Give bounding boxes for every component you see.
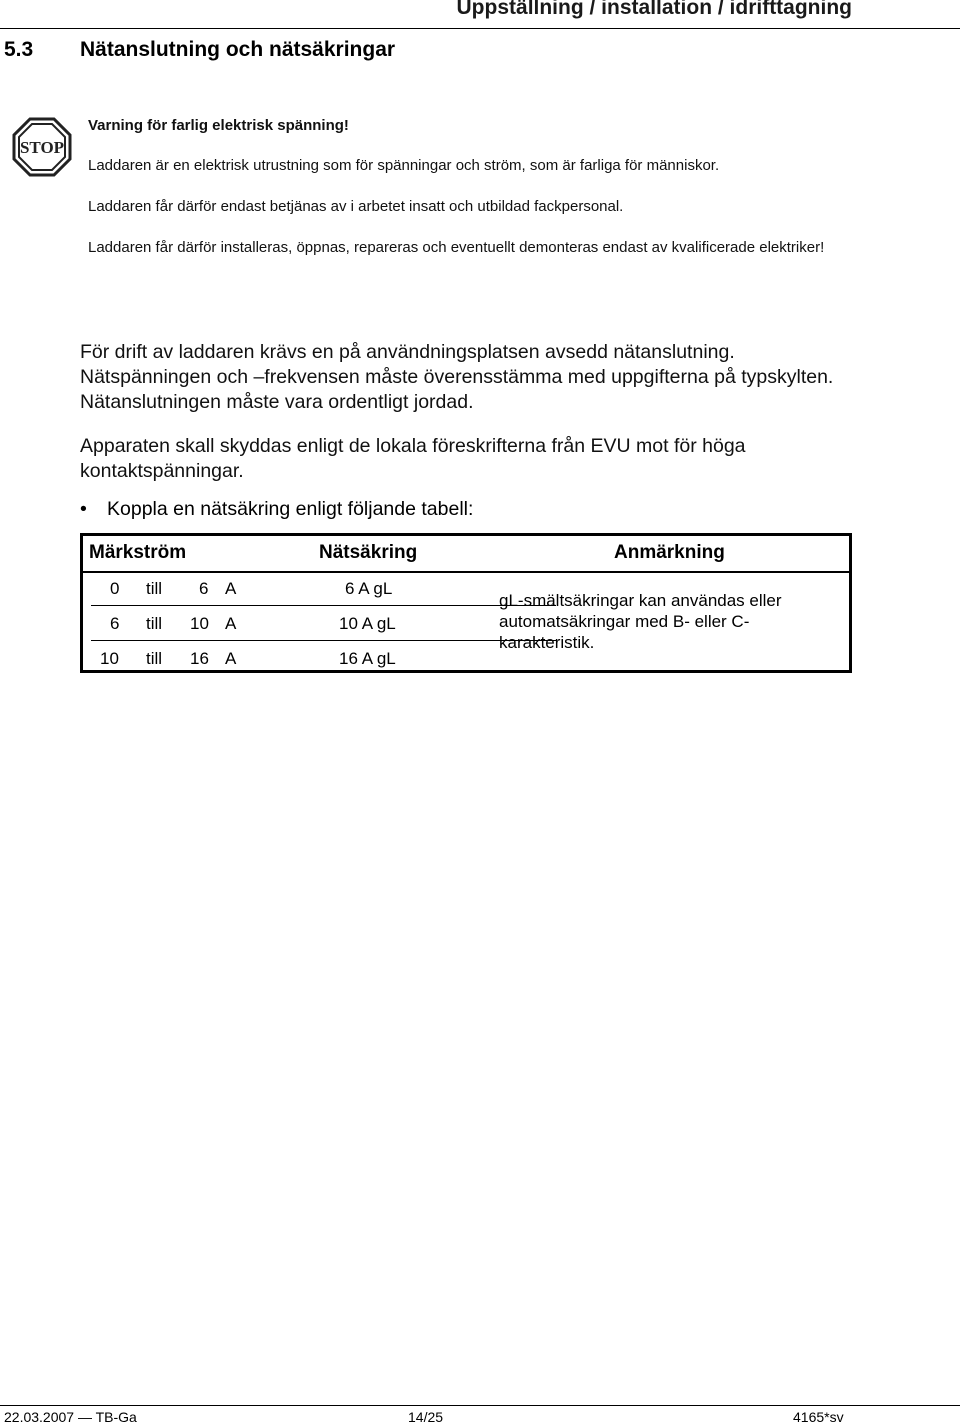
table-cell-to: 16	[190, 649, 209, 668]
warning-title: Varning för farlig elektrisk spänning!	[88, 117, 349, 134]
fuse-table	[80, 533, 852, 673]
warning-line: Laddaren får därför installeras, öppnas, repareras och eventuellt demonteras endast av kvalificerade elektriker!	[88, 239, 825, 256]
table-cell-from: 6	[110, 614, 120, 633]
bullet-dot: •	[80, 498, 87, 520]
header-rule	[0, 28, 960, 29]
table-cell-from: 10	[100, 649, 119, 668]
table-remark: gL-smältsäkringar kan användas eller automatsäkringar med B- eller C-karakteristik.	[499, 591, 782, 652]
table-row-rule	[91, 605, 556, 606]
footer-page-number: 14/25	[408, 1409, 444, 1425]
section-title: Nätanslutning och nätsäkringar	[80, 38, 396, 61]
section-heading	[4, 38, 395, 62]
table-header-rated-current: Märkström	[89, 542, 187, 563]
table-cell-unit: A	[225, 579, 237, 598]
stop-sign-text: STOP	[19, 138, 65, 157]
table-cell-fuse: 16 A gL	[339, 649, 396, 668]
warning-line: Laddaren får därför endast betjänas av i arbetet insatt och utbildad fackpersonal.	[88, 198, 624, 215]
table-cell-to: 10	[190, 614, 209, 633]
table-cell-to: 6	[199, 579, 209, 598]
bullet-text: Koppla en nätsäkring enligt följande tabell:	[107, 498, 474, 520]
section-number: 5.3	[4, 38, 34, 61]
paragraph-protection: Apparaten skall skyddas enligt de lokala föreskrifterna från EVU mot för höga kontaktspänningar.	[80, 435, 746, 482]
table-header-rule	[83, 571, 849, 573]
footer-date-author: 22.03.2007 — TB-Ga	[4, 1409, 137, 1425]
paragraph-connection: För drift av laddaren krävs en på användningsplatsen avsedd nätanslutning. Nätspänningen och –frekvensen måste överensstämma med uppgifterna på typskylten. Nätanslutningen måste vara ordentligt jordad.	[80, 341, 834, 413]
warning-line: Laddaren är en elektrisk utrustning som för spänningar och ström, som är farliga för människor.	[88, 157, 720, 174]
table-cell-till: till	[146, 614, 163, 633]
table-cell-unit: A	[225, 614, 237, 633]
page-header-title: Uppställning / installation / idrifttagning	[456, 0, 852, 19]
table-cell-till: till	[146, 649, 163, 668]
table-cell-fuse: 6 A gL	[345, 579, 393, 598]
footer-doc-id: 4165*sv	[793, 1409, 844, 1425]
table-cell-unit: A	[225, 649, 237, 668]
table-header-remark: Anmärkning	[614, 542, 725, 563]
table-row-rule	[91, 640, 556, 641]
table-cell-fuse: 10 A gL	[339, 614, 396, 633]
table-header-fuse: Nätsäkring	[319, 542, 418, 563]
table-cell-from: 0	[110, 579, 120, 598]
table-cell-till: till	[146, 579, 163, 598]
footer-rule	[0, 1405, 960, 1406]
stop-sign-icon	[12, 117, 72, 177]
